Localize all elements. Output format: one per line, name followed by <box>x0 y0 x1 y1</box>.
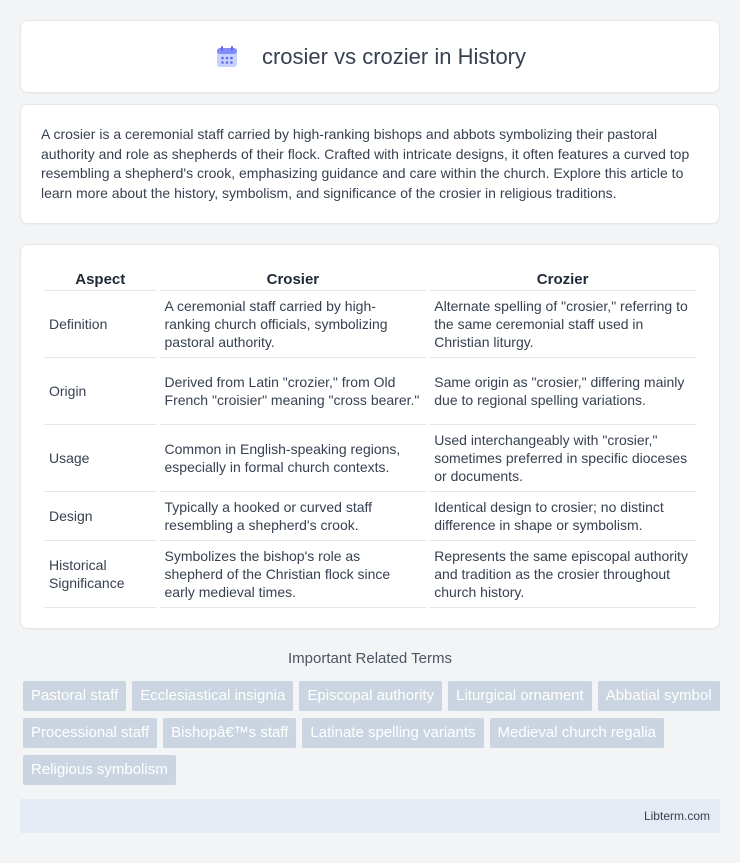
page-title: crosier vs crozier in History <box>261 43 527 69</box>
related-term-tag[interactable]: Bishopâ€™s staff <box>163 718 296 748</box>
table-cell-crosier: Derived from Latin "crozier," from Old French "croisier" meaning "cross bearer." <box>160 358 427 425</box>
table-cell-aspect: Design <box>44 492 157 541</box>
related-terms-tags <box>23 681 723 785</box>
table-cell-aspect: Usage <box>44 425 157 492</box>
comparison-table <box>41 265 699 608</box>
table-header-crozier: Crozier <box>429 265 696 291</box>
related-term-tag[interactable]: Pastoral staff <box>23 681 126 711</box>
table-cell-crosier: Symbolizes the bishop's role as shepherd of the Christian flock since early medieval times. <box>160 541 427 608</box>
table-row <box>44 358 696 425</box>
table-header-aspect: Aspect <box>44 265 157 291</box>
related-term-tag[interactable]: Processional staff <box>23 718 157 748</box>
related-term-tag[interactable]: Abbatial symbol <box>598 681 720 711</box>
table-row <box>44 541 696 608</box>
footer <box>20 799 720 833</box>
table-cell-crozier: Identical design to crosier; no distinct difference in shape or symbolism. <box>429 492 696 541</box>
related-term-tag[interactable]: Ecclesiastical insignia <box>132 681 293 711</box>
related-term-tag[interactable]: Latinate spelling variants <box>302 718 483 748</box>
related-terms-title: Important Related Terms <box>288 650 452 667</box>
footer-site-link[interactable]: Libterm.com <box>643 809 710 823</box>
table-cell-aspect: Historical Significance <box>44 541 157 608</box>
table-row <box>44 425 696 492</box>
table-cell-crozier: Represents the same episcopal authority and tradition as the crosier throughout church history. <box>429 541 696 608</box>
table-cell-crosier: A ceremonial staff carried by high-ranking church officials, symbolizing pastoral authority. <box>160 291 427 358</box>
comparison-table-card <box>20 244 720 629</box>
calendar-icon <box>214 44 240 70</box>
header-card <box>20 20 720 93</box>
related-term-tag[interactable]: Religious symbolism <box>23 755 176 785</box>
table-cell-aspect: Origin <box>44 358 157 425</box>
related-term-tag[interactable]: Episcopal authority <box>299 681 442 711</box>
intro-card <box>20 104 720 224</box>
related-term-tag[interactable]: Medieval church regalia <box>490 718 664 748</box>
table-cell-crozier: Used interchangeably with "crosier," sometimes preferred in specific dioceses or documents. <box>429 425 696 492</box>
table-header-crosier: Crosier <box>160 265 427 291</box>
table-cell-crosier: Common in English-speaking regions, especially in formal church contexts. <box>160 425 427 492</box>
table-row <box>44 291 696 358</box>
intro-text: A crosier is a ceremonial staff carried by high-ranking bishops and abbots symbolizing their pastoral authority and role as shepherds of their flock. Crafted with intricate designs, it often features a curved top resembling a shepherd's crook, emphasizing guidance and care within the church. Explore this article to learn more about the history, symbolism, and significance of the crosier in religious traditions. <box>41 126 690 201</box>
table-cell-crozier: Same origin as "crosier," differing mainly due to regional spelling variations. <box>429 358 696 425</box>
table-row <box>44 492 696 541</box>
related-term-tag[interactable]: Liturgical ornament <box>448 681 592 711</box>
table-cell-crosier: Typically a hooked or curved staff resembling a shepherd's crook. <box>160 492 427 541</box>
table-cell-aspect: Definition <box>44 291 157 358</box>
table-cell-crozier: Alternate spelling of "crosier," referring to the same ceremonial staff used in Christian liturgy. <box>429 291 696 358</box>
